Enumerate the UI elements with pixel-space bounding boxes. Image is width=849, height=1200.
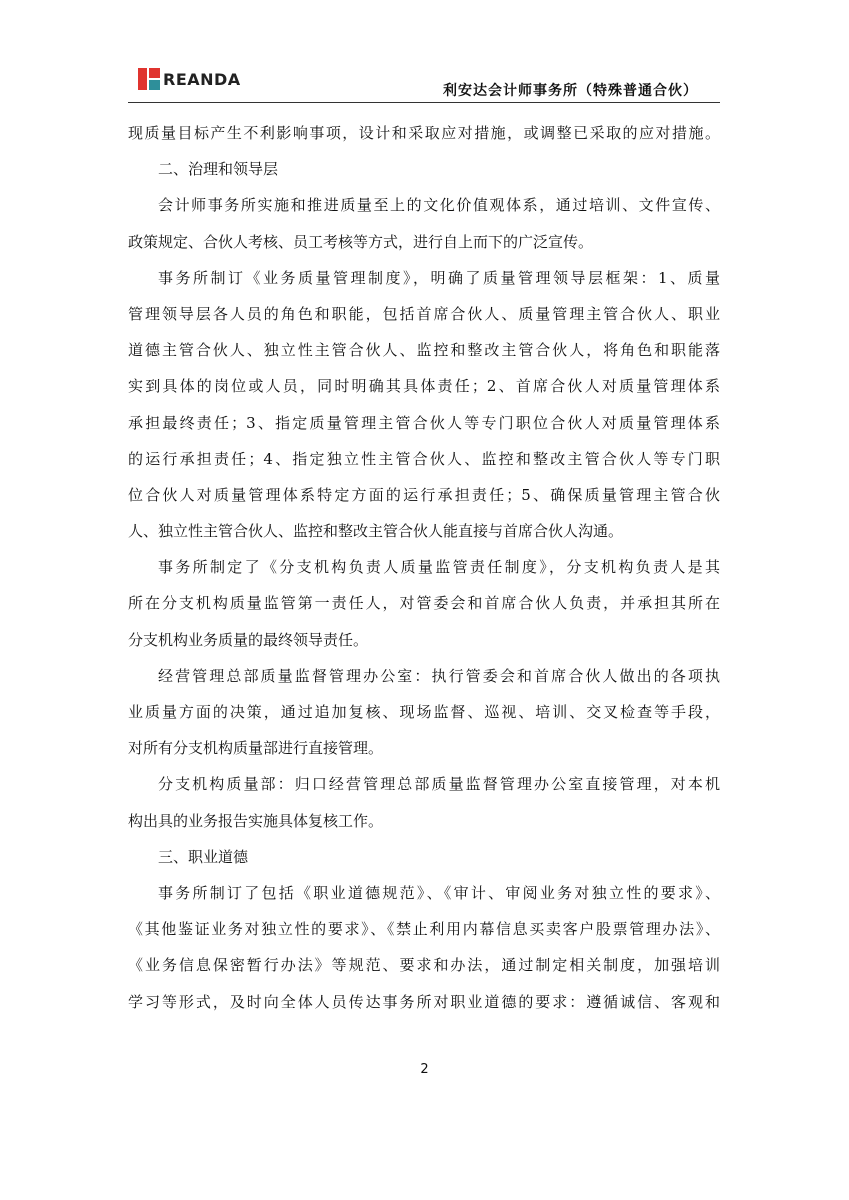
text-line: 管理领导层各人员的角色和职能，包括首席合伙人、质量管理主管合伙人、职业	[128, 304, 720, 323]
text-line: 对所有分支机构质量部进行直接管理。	[128, 739, 384, 758]
page-number: 2	[420, 1062, 429, 1077]
text-line: 《业务信息保密暂行办法》等规范、要求和办法，通过制定相关制度，加强培训	[128, 956, 720, 975]
text-line: 会计师事务所实施和推进质量至上的文化价值观体系，通过培训、文件宣传、	[158, 196, 720, 215]
text-line: 道德主管合伙人、独立性主管合伙人、监控和整改主管合伙人，将角色和职能落	[128, 341, 720, 360]
section-heading: 二、治理和领导层	[158, 160, 279, 179]
page-header	[128, 62, 720, 103]
firm-name: 利安达会计师事务所（特殊普通合伙）	[443, 83, 698, 99]
section-heading: 三、职业道德	[158, 847, 249, 866]
text-line: 现质量目标产生不利影响事项，设计和采取应对措施，或调整已采取的应对措施。	[128, 124, 720, 142]
text-line: 事务所制订了包括《职业道德规范》、《审计、审阅业务对独立性的要求》、	[158, 883, 720, 902]
text-line: 经营管理总部质量监督管理办公室：执行管委会和首席合伙人做出的各项执	[158, 666, 720, 685]
document-body	[128, 115, 720, 1020]
text-line: 事务所制订《业务质量管理制度》，明确了质量管理领导层框架：1、质量	[158, 268, 720, 287]
text-line: 实到具体的岗位或人员，同时明确其具体责任；2、首席合伙人对质量管理体系	[128, 377, 720, 396]
text-line: 《其他鉴证业务对独立性的要求》、《禁止利用内幕信息买卖客户股票管理办法》、	[128, 920, 720, 939]
text-line: 分支机构业务质量的最终领导责任。	[128, 630, 369, 649]
text-line: 业质量方面的决策，通过追加复核、现场监督、巡视、培训、交叉检查等手段，	[128, 703, 720, 721]
text-line: 政策规定、合伙人考核、员工考核等方式，进行自上而下的广泛宣传。	[128, 232, 594, 251]
firm-logo	[138, 67, 241, 91]
text-line: 事务所制定了《分支机构负责人质量监管责任制度》，分支机构负责人是其	[158, 558, 720, 577]
text-line: 的运行承担责任；4、指定独立性主管合伙人、监控和整改主管合伙人等专门职	[128, 449, 720, 468]
text-line: 承担最终责任；3、指定质量管理主管合伙人等专门职位合伙人对质量管理体系	[128, 413, 720, 432]
text-line: 人、独立性主管合伙人、监控和整改主管合伙人能直接与首席合伙人沟通。	[128, 522, 624, 541]
text-line: 学习等形式，及时向全体人员传达事务所对职业道德的要求：遵循诚信、客观和	[128, 992, 720, 1011]
logo-text: REANDA	[163, 69, 241, 89]
text-line: 分支机构质量部：归口经营管理总部质量监督管理办公室直接管理，对本机	[158, 775, 720, 794]
text-line: 所在分支机构质量监管第一责任人，对管委会和首席合伙人负责，并承担其所在	[128, 594, 720, 613]
reanda-logo-icon	[138, 68, 160, 90]
text-line: 构出具的业务报告实施具体复核工作。	[128, 811, 384, 830]
text-line: 位合伙人对质量管理体系特定方面的运行承担责任；5、确保质量管理主管合伙	[128, 485, 720, 504]
